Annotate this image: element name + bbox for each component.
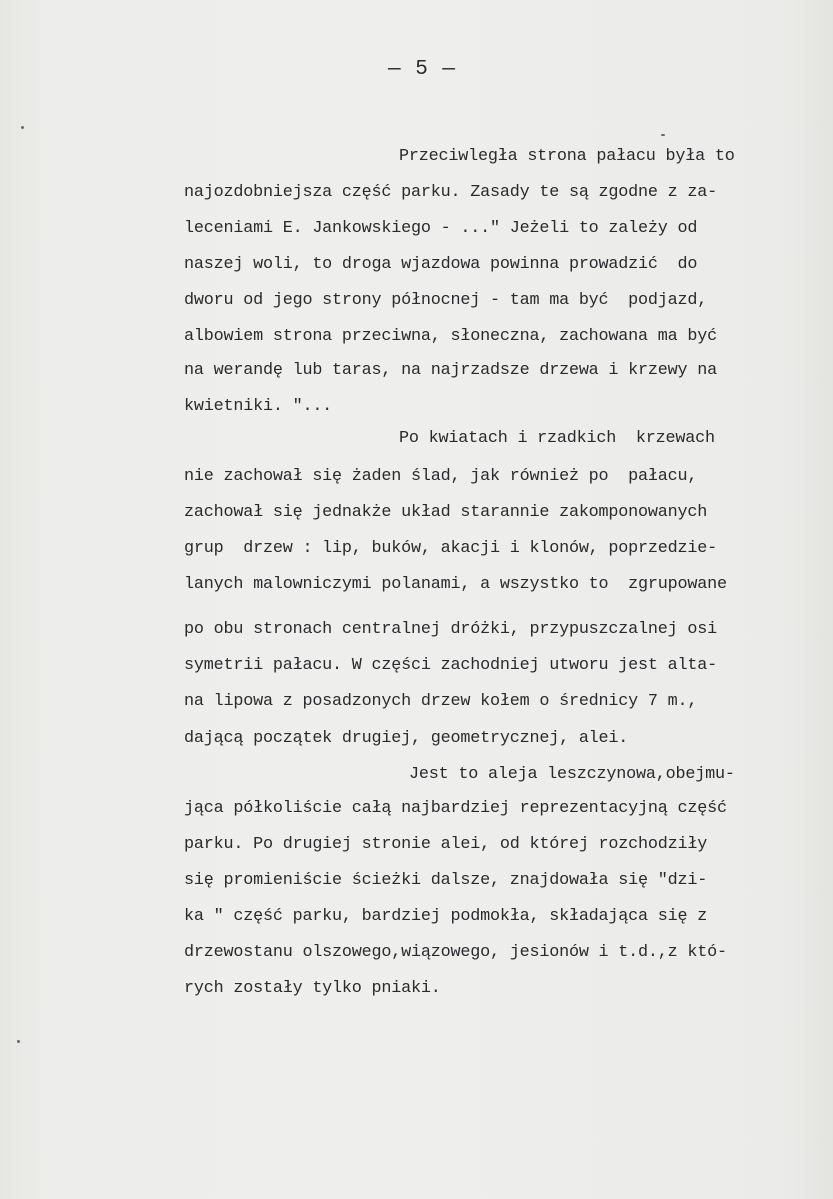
text-line: kwietniki. "... (184, 397, 333, 416)
margin-dot (661, 134, 665, 136)
text-line: ka " część parku, bardziej podmokła, składająca się z (184, 907, 708, 926)
text-line: naszej woli, to droga wjazdowa powinna prowadzić do (184, 255, 698, 274)
text-line: Jest to aleja leszczynowa,obejmu- (409, 765, 735, 784)
text-line: lanych malowniczymi polanami, a wszystko to zgrupowane (184, 575, 727, 594)
text-line: zachował się jednakże układ starannie zakomponowanych (184, 503, 708, 522)
text-line: symetrii pałacu. W części zachodniej utworu jest alta- (184, 656, 718, 675)
text-line: na werandę lub taras, na najrzadsze drzewa i krzewy na (184, 361, 718, 380)
text-line: jąca półkoliście całą najbardziej reprezentacyjną część (184, 799, 727, 818)
text-line: nie zachował się żaden ślad, jak również po pałacu, (184, 467, 698, 486)
text-line: albowiem strona przeciwna, słoneczna, zachowana ma być (184, 327, 718, 346)
margin-dot (21, 126, 24, 129)
text-line: Przeciwległa strona pałacu była to (399, 147, 735, 166)
text-line: najozdobniejsza część parku. Zasady te są zgodne z za- (184, 183, 718, 202)
text-line: na lipowa z posadzonych drzew kołem o średnicy 7 m., (184, 692, 698, 711)
text-line: dającą początek drugiej, geometrycznej, alei. (184, 729, 629, 748)
margin-dot (17, 1040, 20, 1043)
text-line: się promieniście ścieżki dalsze, znajdowała się "dzi- (184, 871, 708, 890)
text-line: rych zostały tylko pniaki. (184, 979, 441, 998)
page-number: — 5 — (388, 58, 457, 81)
text-line: parku. Po drugiej stronie alei, od której rozchodziły (184, 835, 708, 854)
text-line: drzewostanu olszowego,wiązowego, jesionów i t.d.,z któ- (184, 943, 727, 962)
text-line: dworu od jego strony północnej - tam ma być podjazd, (184, 291, 708, 310)
text-line: po obu stronach centralnej dróżki, przypuszczalnej osi (184, 620, 718, 639)
text-line: leceniami E. Jankowskiego - ..." Jeżeli to zależy od (184, 219, 698, 238)
text-line: Po kwiatach i rzadkich krzewach (399, 429, 715, 448)
text-line: grup drzew : lip, buków, akacji i klonów, poprzedzie- (184, 539, 718, 558)
